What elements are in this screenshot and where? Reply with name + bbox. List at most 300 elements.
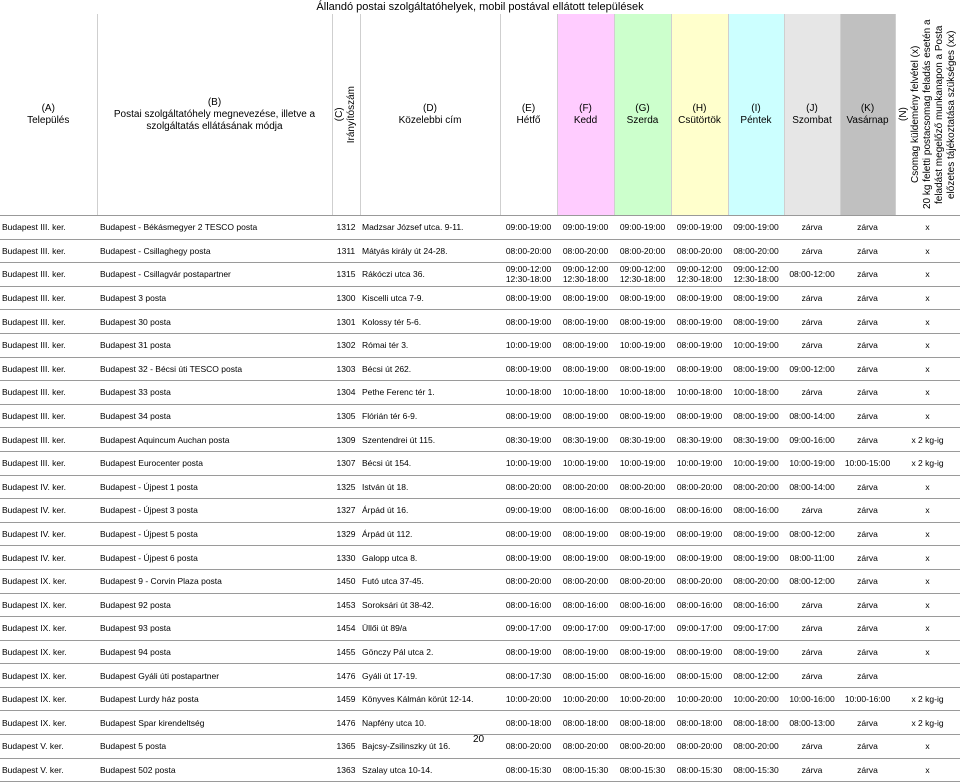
header-hetfo: (E) Hétfő xyxy=(500,14,557,216)
cell-kedd: 08:00-18:00 xyxy=(562,717,609,728)
cell-telepules: Budapest IX. ker. xyxy=(2,599,67,610)
cell-pentek: 08:00-19:00 xyxy=(733,411,779,422)
cell-cim: Bécsi út 262. xyxy=(362,363,412,374)
cell-iranyitoszam: 1301 xyxy=(336,316,356,327)
cell-szombat: zárva xyxy=(801,316,823,327)
cell-hetfo: 09:00-17:00 xyxy=(505,623,552,634)
cell-csutortok: 08:00-19:00 xyxy=(676,411,723,422)
cell-megnevezes: Budapest 33 posta xyxy=(100,387,171,398)
cell-szombat: zárva xyxy=(801,764,823,775)
cell-szombat: 09:00-12:00 xyxy=(789,363,835,374)
cell-megnevezes: Budapest - Csillagvár postapartner xyxy=(100,269,231,280)
cell-csutortok: 09:00-17:00 xyxy=(676,623,723,634)
cell-cim: Galopp utca 8. xyxy=(362,552,418,563)
cell-szombat: zárva xyxy=(801,670,823,681)
table-row xyxy=(0,239,960,263)
cell-hetfo: 08:00-19:00 xyxy=(505,363,552,374)
cell-vasarnap: zárva xyxy=(857,269,878,280)
cell-megnevezes: Budapest 94 posta xyxy=(100,646,171,657)
cell-csutortok: 10:00-19:00 xyxy=(676,458,723,469)
cell-kedd: 08:00-16:00 xyxy=(562,599,609,610)
cell-kedd: 08:00-20:00 xyxy=(562,481,609,492)
cell-cim: Pethe Ferenc tér 1. xyxy=(362,387,435,398)
cell-iranyitoszam: 1453 xyxy=(336,599,356,610)
cell-szerda: 08:00-19:00 xyxy=(619,646,666,657)
cell-csomag: x 2 kg-ig xyxy=(911,694,944,705)
cell-telepules: Budapest IX. ker. xyxy=(2,694,67,705)
cell-telepules: Budapest III. ker. xyxy=(2,222,66,233)
cell-kedd: 09:00-19:00 xyxy=(562,222,609,233)
cell-iranyitoszam: 1325 xyxy=(336,481,356,492)
cell-megnevezes: Budapest 502 posta xyxy=(100,764,176,775)
cell-csomag: x xyxy=(925,741,930,752)
table-row xyxy=(0,617,960,641)
cell-hetfo: 08:00-15:30 xyxy=(505,764,552,775)
cell-vasarnap: zárva xyxy=(857,576,878,587)
cell-csutortok: 10:00-20:00 xyxy=(676,694,723,705)
cell-szerda: 08:00-19:00 xyxy=(619,316,666,327)
cell-telepules: Budapest III. ker. xyxy=(2,245,66,256)
cell-cim: Kolossy tér 5-6. xyxy=(362,316,422,327)
cell-vasarnap: zárva xyxy=(857,316,878,327)
table-row xyxy=(0,664,960,688)
cell-cim: Kiscelli utca 7-9. xyxy=(362,293,424,304)
table-row xyxy=(0,522,960,546)
cell-szombat: zárva xyxy=(801,387,823,398)
cell-szombat: zárva xyxy=(801,293,823,304)
cell-szerda: 10:00-20:00 xyxy=(619,694,666,705)
cell-vasarnap: zárva xyxy=(857,340,878,351)
table-row xyxy=(0,310,960,334)
cell-telepules: Budapest III. ker. xyxy=(2,340,66,351)
cell-csutortok: 08:00-16:00 xyxy=(676,599,723,610)
cell-telepules: Budapest IX. ker. xyxy=(2,646,67,657)
cell-cim: Könyves Kálmán körút 12-14. xyxy=(362,694,474,705)
table-body xyxy=(0,216,960,782)
cell-iranyitoszam: 1302 xyxy=(336,340,356,351)
cell-pentek: 10:00-18:00 xyxy=(733,387,779,398)
cell-kedd: 08:00-20:00 xyxy=(562,741,609,752)
cell-iranyitoszam: 1309 xyxy=(336,434,356,445)
cell-csutortok: 08:00-16:00 xyxy=(676,505,723,516)
cell-szombat: 08:00-13:00 xyxy=(789,717,835,728)
cell-szombat: 08:00-14:00 xyxy=(789,411,835,422)
cell-hetfo: 08:00-16:00 xyxy=(505,599,552,610)
cell-telepules: Budapest III. ker. xyxy=(2,316,66,327)
cell-vasarnap: zárva xyxy=(857,434,878,445)
cell-cim: Madzsar József utca. 9-11. xyxy=(362,222,464,233)
cell-csutortok: 09:00-19:00 xyxy=(676,222,723,233)
cell-hetfo: 10:00-18:00 xyxy=(505,387,552,398)
cell-vasarnap: zárva xyxy=(857,411,878,422)
cell-szerda: 10:00-19:00 xyxy=(619,340,666,351)
cell-szombat: zárva xyxy=(801,741,823,752)
cell-szerda: 10:00-19:00 xyxy=(619,458,666,469)
cell-szombat: 08:00-12:00 xyxy=(789,576,835,587)
cell-cim: Bécsi út 154. xyxy=(362,458,412,469)
cell-szerda: 08:00-16:00 xyxy=(619,505,666,516)
cell-megnevezes: Budapest Eurocenter posta xyxy=(100,458,204,469)
cell-hetfo: 08:00-20:00 xyxy=(505,576,552,587)
cell-kedd: 10:00-18:00 xyxy=(562,387,609,398)
cell-csutortok: 08:00-19:00 xyxy=(676,293,723,304)
cell-hetfo: 08:00-20:00 xyxy=(505,741,552,752)
cell-telepules: Budapest IV. ker. xyxy=(2,481,66,492)
cell-kedd: 08:00-19:00 xyxy=(562,411,609,422)
cell-pentek: 10:00-20:00 xyxy=(733,694,779,705)
cell-csomag: x xyxy=(925,552,930,563)
cell-csomag: x xyxy=(925,269,930,280)
postal-offices-table xyxy=(0,14,960,782)
cell-telepules: Budapest IX. ker. xyxy=(2,576,67,587)
cell-megnevezes: Budapest Aquincum Auchan posta xyxy=(100,434,230,445)
cell-szerda: 08:00-20:00 xyxy=(619,576,666,587)
cell-szerda: 08:00-20:00 xyxy=(619,481,666,492)
cell-hetfo: 09:00-19:00 xyxy=(505,505,552,516)
header-szerda: (G) Szerda xyxy=(614,14,671,216)
table-row xyxy=(0,286,960,310)
cell-pentek: 08:00-20:00 xyxy=(733,576,779,587)
cell-csomag: x xyxy=(925,293,930,304)
cell-szombat: 10:00-16:00 xyxy=(789,694,835,705)
cell-cim: Gönczy Pál utca 2. xyxy=(362,646,434,657)
page-title: Állandó postai szolgáltatóhelyek, mobil postával ellátott települések xyxy=(316,1,644,13)
cell-csomag: x xyxy=(925,623,930,634)
table-row xyxy=(0,546,960,570)
cell-telepules: Budapest V. ker. xyxy=(2,764,64,775)
cell-csutortok: 08:00-20:00 xyxy=(676,576,723,587)
header-szombat: (J) Szombat xyxy=(784,14,840,216)
cell-vasarnap: zárva xyxy=(857,717,878,728)
cell-csomag: x xyxy=(925,222,930,233)
cell-iranyitoszam: 1363 xyxy=(336,764,356,775)
cell-telepules: Budapest III. ker. xyxy=(2,411,66,422)
cell-csutortok: 08:00-15:00 xyxy=(676,670,723,681)
cell-kedd: 08:00-19:00 xyxy=(562,646,609,657)
cell-pentek: 09:00-17:00 xyxy=(733,623,779,634)
cell-cim: Futó utca 37-45. xyxy=(362,576,424,587)
cell-csomag: x xyxy=(925,764,930,775)
cell-szombat: zárva xyxy=(801,245,823,256)
cell-vasarnap: zárva xyxy=(857,293,878,304)
cell-szerda: 08:30-19:00 xyxy=(619,434,666,445)
cell-telepules: Budapest IV. ker. xyxy=(2,505,66,516)
cell-pentek: 09:00-12:00 12:30-18:00 xyxy=(733,264,779,285)
cell-kedd: 08:00-15:30 xyxy=(562,764,609,775)
table-row xyxy=(0,593,960,617)
cell-szerda: 08:00-15:30 xyxy=(619,764,666,775)
cell-telepules: Budapest IX. ker. xyxy=(2,623,67,634)
cell-hetfo: 08:00-19:00 xyxy=(505,293,552,304)
cell-csutortok: 08:00-19:00 xyxy=(676,316,723,327)
cell-szombat: 10:00-19:00 xyxy=(789,458,835,469)
cell-hetfo: 08:00-19:00 xyxy=(505,316,552,327)
cell-szombat: 08:00-11:00 xyxy=(789,552,835,563)
cell-kedd: 08:00-20:00 xyxy=(562,576,609,587)
header-vasarnap: (K) Vasárnap xyxy=(840,14,895,216)
cell-szombat: zárva xyxy=(801,222,823,233)
header-csutortok: (H) Csütörtök xyxy=(671,14,728,216)
cell-pentek: 08:00-19:00 xyxy=(733,646,779,657)
cell-telepules: Budapest IV. ker. xyxy=(2,529,66,540)
cell-telepules: Budapest IV. ker. xyxy=(2,552,66,563)
table-row xyxy=(0,569,960,593)
cell-szerda: 09:00-17:00 xyxy=(619,623,666,634)
cell-cim: Bajcsy-Zsilinszky út 16. xyxy=(362,741,451,752)
cell-telepules: Budapest III. ker. xyxy=(2,458,66,469)
cell-szerda: 08:00-20:00 xyxy=(619,245,666,256)
cell-pentek: 08:00-19:00 xyxy=(733,293,779,304)
cell-cim: Szentendrei út 115. xyxy=(362,434,436,445)
cell-pentek: 08:00-12:00 xyxy=(733,670,779,681)
cell-iranyitoszam: 1312 xyxy=(336,222,356,233)
table-row xyxy=(0,333,960,357)
cell-cim: Soroksári út 38-42. xyxy=(362,599,434,610)
cell-kedd: 08:00-19:00 xyxy=(562,340,609,351)
cell-hetfo: 08:00-19:00 xyxy=(505,646,552,657)
cell-hetfo: 10:00-19:00 xyxy=(505,340,552,351)
cell-cim: Mátyás király út 24-28. xyxy=(362,245,448,256)
cell-csutortok: 08:30-19:00 xyxy=(676,434,723,445)
cell-hetfo: 08:00-19:00 xyxy=(505,529,552,540)
cell-csomag: x xyxy=(925,529,930,540)
cell-szombat: zárva xyxy=(801,599,823,610)
cell-cim: Szalay utca 10-14. xyxy=(362,764,433,775)
cell-szerda: 08:00-18:00 xyxy=(619,717,666,728)
cell-kedd: 08:00-15:00 xyxy=(562,670,609,681)
table-row xyxy=(0,357,960,381)
cell-kedd: 08:00-19:00 xyxy=(562,316,609,327)
cell-megnevezes: Budapest Spar kirendeltség xyxy=(100,717,205,728)
cell-hetfo: 08:00-17:30 xyxy=(505,670,552,681)
cell-csomag: x xyxy=(925,387,930,398)
cell-telepules: Budapest V. ker. xyxy=(2,741,64,752)
cell-hetfo: 10:00-20:00 xyxy=(505,694,552,705)
cell-hetfo: 10:00-19:00 xyxy=(505,458,552,469)
cell-csutortok: 08:00-19:00 xyxy=(676,552,723,563)
cell-megnevezes: Budapest 93 posta xyxy=(100,623,171,634)
cell-telepules: Budapest IX. ker. xyxy=(2,670,67,681)
cell-szombat: 08:00-12:00 xyxy=(789,529,835,540)
cell-vasarnap: 10:00-15:00 xyxy=(844,458,891,469)
cell-megnevezes: Budapest 3 posta xyxy=(100,293,167,304)
table-row xyxy=(0,451,960,475)
cell-csomag: x xyxy=(925,363,930,374)
cell-szerda: 08:00-19:00 xyxy=(619,411,666,422)
cell-vasarnap: zárva xyxy=(857,764,878,775)
table-row xyxy=(0,499,960,523)
cell-csomag: x 2 kg-ig xyxy=(911,717,944,728)
cell-megnevezes: Budapest - Újpest 6 posta xyxy=(100,552,198,563)
cell-csomag: x xyxy=(925,316,930,327)
cell-cim: Üllői út 89/a xyxy=(362,623,407,634)
table-row xyxy=(0,758,960,782)
header-row xyxy=(0,14,960,216)
cell-telepules: Budapest III. ker. xyxy=(2,387,66,398)
cell-telepules: Budapest III. ker. xyxy=(2,434,66,445)
cell-iranyitoszam: 1300 xyxy=(336,293,356,304)
cell-szerda: 08:00-16:00 xyxy=(619,670,666,681)
cell-szerda: 08:00-19:00 xyxy=(619,529,666,540)
cell-szombat: 08:00-14:00 xyxy=(789,481,835,492)
cell-hetfo: 08:00-20:00 xyxy=(505,245,552,256)
cell-hetfo: 08:00-18:00 xyxy=(505,717,552,728)
cell-csomag: x xyxy=(925,340,930,351)
cell-megnevezes: Budapest - Újpest 3 posta xyxy=(100,505,198,516)
cell-iranyitoszam: 1476 xyxy=(336,670,356,681)
cell-vasarnap: zárva xyxy=(857,646,878,657)
cell-megnevezes: Budapest - Békásmegyer 2 TESCO posta xyxy=(100,222,258,233)
cell-kedd: 08:00-19:00 xyxy=(562,363,609,374)
cell-pentek: 08:00-20:00 xyxy=(733,741,779,752)
cell-vasarnap: zárva xyxy=(857,222,878,233)
header-telepules: (A) Település xyxy=(0,14,97,216)
cell-megnevezes: Budapest 30 posta xyxy=(100,316,171,327)
table-row xyxy=(0,263,960,287)
cell-hetfo: 08:00-19:00 xyxy=(505,411,552,422)
cell-csutortok: 08:00-19:00 xyxy=(676,529,723,540)
cell-pentek: 08:00-16:00 xyxy=(733,505,779,516)
cell-hetfo: 09:00-12:00 12:30-18:00 xyxy=(505,264,552,285)
header-csomag: (N) Csomag küldemény felvétel (x) 20 kg feletti postacsomag feladás esetén a feladást megelőző munkanapon a Posta előzetes tájékoztatása szükséges (xx) xyxy=(895,14,960,216)
cell-pentek: 08:00-20:00 xyxy=(733,245,779,256)
cell-szerda: 09:00-19:00 xyxy=(619,222,666,233)
cell-iranyitoszam: 1454 xyxy=(336,623,356,634)
cell-iranyitoszam: 1450 xyxy=(336,576,356,587)
cell-csutortok: 10:00-18:00 xyxy=(676,387,723,398)
cell-kedd: 08:30-19:00 xyxy=(562,434,609,445)
header-pentek: (I) Péntek xyxy=(728,14,784,216)
cell-szombat: zárva xyxy=(801,505,823,516)
cell-cim: Árpád út 112. xyxy=(362,529,413,540)
cell-kedd: 10:00-20:00 xyxy=(562,694,609,705)
cell-pentek: 08:00-19:00 xyxy=(733,552,779,563)
cell-pentek: 08:00-15:30 xyxy=(733,764,779,775)
cell-szombat: 08:00-12:00 xyxy=(789,269,835,280)
cell-kedd: 10:00-19:00 xyxy=(562,458,609,469)
cell-csomag: x 2 kg-ig xyxy=(911,434,944,445)
cell-pentek: 10:00-19:00 xyxy=(733,458,779,469)
cell-megnevezes: Budapest Lurdy ház posta xyxy=(100,694,199,705)
cell-megnevezes: Budapest - Újpest 5 posta xyxy=(100,529,198,540)
cell-megnevezes: Budapest - Csillaghegy posta xyxy=(100,245,211,256)
cell-szerda: 08:00-19:00 xyxy=(619,552,666,563)
cell-szerda: 08:00-19:00 xyxy=(619,293,666,304)
cell-megnevezes: Budapest Gyáli úti postapartner xyxy=(100,670,220,681)
cell-pentek: 10:00-19:00 xyxy=(733,340,779,351)
cell-iranyitoszam: 1365 xyxy=(336,741,356,752)
cell-hetfo: 08:00-20:00 xyxy=(505,481,552,492)
header-cim: (D) Közelebbi cím xyxy=(360,14,500,216)
cell-szerda: 08:00-19:00 xyxy=(619,363,666,374)
cell-vasarnap: zárva xyxy=(857,670,878,681)
cell-szerda: 10:00-18:00 xyxy=(619,387,666,398)
table-row xyxy=(0,381,960,405)
cell-kedd: 08:00-20:00 xyxy=(562,245,609,256)
table-row xyxy=(0,640,960,664)
cell-kedd: 09:00-12:00 12:30-18:00 xyxy=(562,264,609,285)
cell-iranyitoszam: 1327 xyxy=(336,505,356,516)
cell-csutortok: 09:00-12:00 12:30-18:00 xyxy=(676,264,723,285)
header-iranyitoszam: (C) Irányítószám xyxy=(332,14,360,216)
cell-szombat: zárva xyxy=(801,623,823,634)
cell-megnevezes: Budapest 5 posta xyxy=(100,741,167,752)
cell-cim: Árpád út 16. xyxy=(362,505,409,516)
cell-kedd: 08:00-19:00 xyxy=(562,529,609,540)
cell-kedd: 08:00-19:00 xyxy=(562,552,609,563)
cell-csomag: x xyxy=(925,481,930,492)
cell-csutortok: 08:00-19:00 xyxy=(676,363,723,374)
table-row xyxy=(0,475,960,499)
cell-vasarnap: zárva xyxy=(857,529,878,540)
cell-iranyitoszam: 1305 xyxy=(336,411,356,422)
cell-pentek: 09:00-19:00 xyxy=(733,222,779,233)
cell-hetfo: 08:00-19:00 xyxy=(505,552,552,563)
cell-cim: Rákóczi utca 36. xyxy=(362,269,425,280)
cell-cim: Flórián tér 6-9. xyxy=(362,411,418,422)
cell-csutortok: 08:00-19:00 xyxy=(676,340,723,351)
cell-megnevezes: Budapest 34 posta xyxy=(100,411,171,422)
cell-hetfo: 08:30-19:00 xyxy=(505,434,552,445)
cell-cim: Római tér 3. xyxy=(362,340,409,351)
table-row xyxy=(0,687,960,711)
cell-iranyitoszam: 1459 xyxy=(336,694,356,705)
cell-kedd: 08:00-16:00 xyxy=(562,505,609,516)
cell-pentek: 08:00-19:00 xyxy=(733,529,779,540)
cell-csomag: x 2 kg-ig xyxy=(911,458,944,469)
cell-szombat: 09:00-16:00 xyxy=(789,434,835,445)
cell-cim: Gyáli út 17-19. xyxy=(362,670,418,681)
cell-pentek: 08:00-19:00 xyxy=(733,316,779,327)
cell-iranyitoszam: 1311 xyxy=(336,245,356,256)
page-number: 20 xyxy=(473,734,485,745)
table-row xyxy=(0,404,960,428)
cell-vasarnap: zárva xyxy=(857,387,878,398)
table-row xyxy=(0,216,960,240)
header-megnevezes: (B) Postai szolgáltatóhely megnevezése, illetve a szolgáltatás ellátásának módja xyxy=(97,14,332,216)
cell-iranyitoszam: 1455 xyxy=(336,646,356,657)
cell-pentek: 08:00-16:00 xyxy=(733,599,779,610)
cell-szombat: zárva xyxy=(801,646,823,657)
cell-csutortok: 08:00-15:30 xyxy=(676,764,723,775)
cell-telepules: Budapest III. ker. xyxy=(2,363,66,374)
cell-csutortok: 08:00-20:00 xyxy=(676,245,723,256)
cell-megnevezes: Budapest - Újpest 1 posta xyxy=(100,481,198,492)
cell-szombat: zárva xyxy=(801,340,823,351)
cell-csomag xyxy=(895,664,960,688)
cell-vasarnap: zárva xyxy=(857,481,878,492)
cell-hetfo: 09:00-19:00 xyxy=(505,222,552,233)
cell-telepules: Budapest III. ker. xyxy=(2,293,66,304)
cell-megnevezes: Budapest 9 - Corvin Plaza posta xyxy=(100,576,222,587)
cell-telepules: Budapest IX. ker. xyxy=(2,717,67,728)
cell-iranyitoszam: 1330 xyxy=(336,552,356,563)
cell-megnevezes: Budapest 32 - Bécsi úti TESCO posta xyxy=(100,363,243,374)
cell-pentek: 08:00-18:00 xyxy=(733,717,779,728)
cell-megnevezes: Budapest 31 posta xyxy=(100,340,171,351)
cell-vasarnap: zárva xyxy=(857,623,878,634)
cell-vasarnap: zárva xyxy=(857,599,878,610)
cell-cim: István út 18. xyxy=(362,481,409,492)
cell-csomag: x xyxy=(925,599,930,610)
cell-csomag: x xyxy=(925,646,930,657)
cell-pentek: 08:30-19:00 xyxy=(733,434,779,445)
cell-szerda: 09:00-12:00 12:30-18:00 xyxy=(619,264,666,285)
cell-csutortok: 08:00-20:00 xyxy=(676,481,723,492)
cell-iranyitoszam: 1315 xyxy=(336,269,356,280)
header-kedd: (F) Kedd xyxy=(557,14,614,216)
cell-vasarnap: zárva xyxy=(857,741,878,752)
